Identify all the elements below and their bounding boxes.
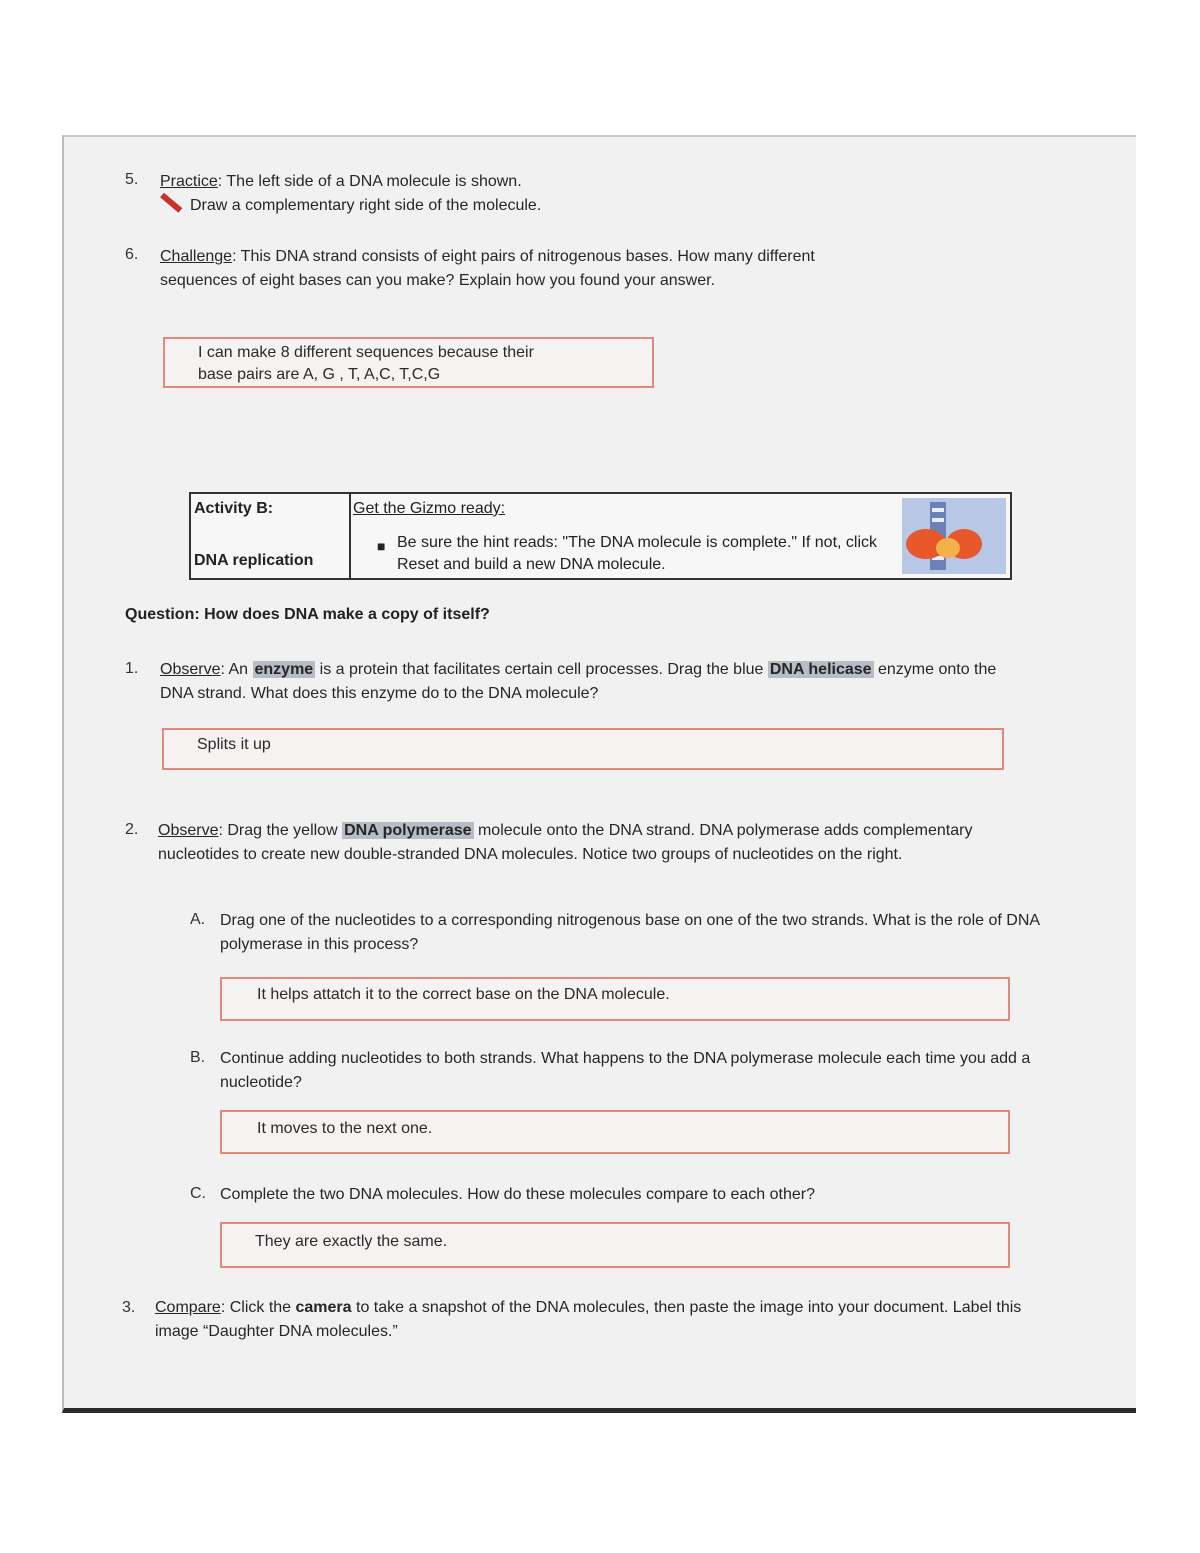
q5-instruction: Draw a complementary right side of the molecule. <box>190 197 542 214</box>
b2c-text: Complete the two DNA molecules. How do these molecules compare to each other? <box>220 1186 815 1203</box>
q6-number: 6. <box>125 246 139 263</box>
b2-highlight-polymerase: DNA polymerase <box>344 822 472 839</box>
b2b-answer: It moves to the next one. <box>257 1120 433 1137</box>
b1-highlight-enzyme: enzyme <box>254 661 314 678</box>
gizmo-thumbnail-image <box>902 498 1006 574</box>
b1-text3: enzyme onto the DNA strand. What does this enzyme do to the DNA molecule? <box>160 661 997 702</box>
b3-label: Compare <box>155 1299 221 1316</box>
b1-label: Observe <box>160 661 221 678</box>
q6-answer-line2: base pairs are A, G , T, A,C, T,C,G <box>198 366 441 383</box>
b2a-text: Drag one of the nucleotides to a corresponding nitrogenous base on one of the two strands. What is the role of DNA polymerase in this process? <box>220 912 1040 953</box>
activity-table <box>189 492 1012 580</box>
q5-label: Practice <box>160 173 218 190</box>
q5-number: 5. <box>125 171 139 188</box>
b2a-letter: A. <box>190 911 206 928</box>
q6-label: Challenge <box>160 248 233 265</box>
b1-answer-box[interactable] <box>162 728 1004 770</box>
b3-text1: : Click the <box>220 1299 296 1316</box>
b2c-letter: C. <box>190 1185 206 1202</box>
activity-bullet: Be sure the hint reads: "The DNA molecule is complete." If not, click Reset and build a new DNA molecule. <box>397 534 878 573</box>
b3-prompt <box>155 1296 1025 1344</box>
b2b-letter: B. <box>190 1049 206 1066</box>
q5-prompt <box>160 170 860 194</box>
b2b-answer-box[interactable] <box>220 1110 1010 1154</box>
b3-camera: camera <box>295 1299 352 1316</box>
activity-label-cell <box>190 493 350 579</box>
gizmo-dna-icon <box>902 498 1006 574</box>
b2-number: 2. <box>125 821 139 838</box>
b2b-text: Continue adding nucleotides to both strands. What happens to the DNA polymerase molecule each time you add a nucleotide? <box>220 1050 1031 1091</box>
b1-answer: Splits it up <box>197 736 271 753</box>
q6-answer-box[interactable] <box>163 337 654 388</box>
b2-text2: molecule onto the DNA strand. DNA polymerase adds complementary nucleotides to create new double-stranded DNA molecules. Notice two groups of nucleotides on the right. <box>158 822 973 863</box>
activity-header: Get the Gizmo ready: <box>353 500 506 517</box>
b2-text1: : Drag the yellow <box>218 822 343 839</box>
b2a-answer-box[interactable] <box>220 977 1010 1021</box>
b1-highlight-helicase: DNA helicase <box>769 661 872 678</box>
b1-text1: : An <box>220 661 253 678</box>
b2a-answer: It helps attatch it to the correct base on the DNA molecule. <box>257 986 670 1003</box>
question-heading: Question: How does DNA make a copy of itself? <box>125 606 490 623</box>
b1-number: 1. <box>125 660 139 677</box>
b2-label: Observe <box>158 822 219 839</box>
activity-name: DNA replication <box>194 552 314 569</box>
q5-text: : The left side of a DNA molecule is shown. <box>217 173 522 190</box>
b3-text2: to take a snapshot of the DNA molecules, then paste the image into your document. Label this image “Daughter DNA molecules.” <box>155 1299 1022 1340</box>
b3-number: 3. <box>122 1299 136 1316</box>
b1-prompt <box>160 658 1020 706</box>
b2c-answer-box[interactable] <box>220 1222 1010 1268</box>
b1-text2: is a protein that facilitates certain cell processes. Drag the blue <box>315 661 768 678</box>
q6-answer-line1: I can make 8 different sequences because their <box>198 344 534 361</box>
bullet-icon: ■ <box>377 538 386 554</box>
q6-text: : This DNA strand consists of eight pairs of nitrogenous bases. How many different sequences of eight bases can you make? Explain how you found your answer. <box>160 248 815 289</box>
activity-info-cell <box>350 493 1011 579</box>
b2c-answer: They are exactly the same. <box>255 1233 448 1250</box>
q6-prompt <box>160 245 850 293</box>
b2-prompt <box>158 819 1018 867</box>
activity-label: Activity B: <box>194 500 274 517</box>
